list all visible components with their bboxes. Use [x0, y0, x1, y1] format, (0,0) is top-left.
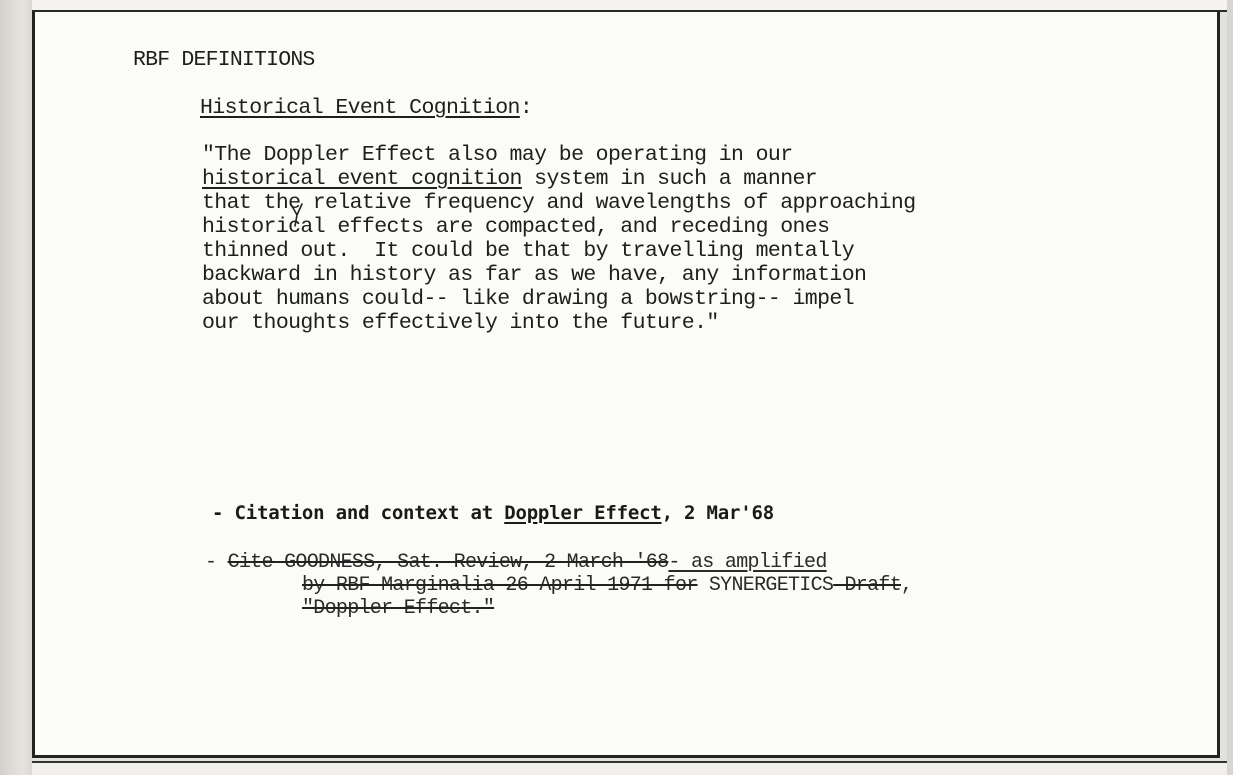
struck-note-line-3 — [205, 597, 912, 620]
struck-note-line-2 — [205, 574, 912, 597]
struck-note-title: "Doppler Effect." — [302, 597, 495, 620]
quote-line — [202, 263, 916, 287]
quote-text: backward in history as far as we have, any information — [202, 263, 867, 287]
quote-text: that the relative frequency and wavelengths of approaching — [202, 191, 916, 215]
index-card — [32, 12, 1220, 758]
struck-note-dash: - — [205, 551, 228, 574]
quote-line — [202, 191, 916, 215]
quote-line — [202, 287, 916, 311]
scan-right-margin — [1227, 0, 1233, 775]
struck-through-note — [205, 551, 912, 620]
quote-line — [202, 143, 916, 167]
quote-text: thinned out. It could be that by travelling mentally — [202, 239, 855, 263]
citation-suffix: , 2 Mar'68 — [661, 502, 774, 524]
struck-note-draft: Draft — [833, 574, 902, 597]
quote-line — [202, 239, 916, 263]
quote-line — [202, 311, 916, 335]
struck-note-line-1 — [205, 551, 912, 574]
citation-prefix: - Citation and context at — [212, 502, 505, 524]
handwritten-insertion-mark — [289, 202, 305, 228]
quote-text: about humans could-- like drawing a bowstring-- impel — [202, 287, 855, 311]
quote-text: system in such a manner — [521, 167, 818, 191]
struck-note-marginalia: by RBF Marginalia 26 April 1971 for — [302, 574, 698, 597]
quote-line — [202, 215, 916, 239]
previous-card-edge — [32, 0, 1227, 12]
quote-line — [202, 167, 916, 191]
struck-note-comma: , — [901, 574, 913, 597]
definition-term-colon: : — [519, 96, 533, 120]
quote-text: our thoughts effectively into the future." — [202, 311, 719, 335]
quote-text: "The Doppler Effect also may be operating in our — [202, 143, 793, 167]
struck-note-cite: Cite GOODNESS, Sat. Review, 2 March '68 — [227, 551, 669, 574]
definition-term — [200, 96, 532, 120]
quote-underlined-phrase: historical event cognition — [202, 167, 522, 191]
scan-left-margin — [0, 0, 32, 775]
definition-quote — [202, 143, 916, 335]
struck-note-synergetics: SYNERGETICS — [697, 574, 834, 597]
definition-term-text: Historical Event Cognition — [200, 96, 520, 120]
citation-line — [212, 501, 774, 525]
quote-text: historical effects are compacted, and receding ones — [202, 215, 830, 239]
citation-link: Doppler Effect — [504, 502, 662, 524]
struck-note-amplified: - as amplified — [668, 551, 827, 574]
card-heading: RBF DEFINITIONS — [133, 48, 315, 72]
next-card-edge — [32, 761, 1227, 775]
